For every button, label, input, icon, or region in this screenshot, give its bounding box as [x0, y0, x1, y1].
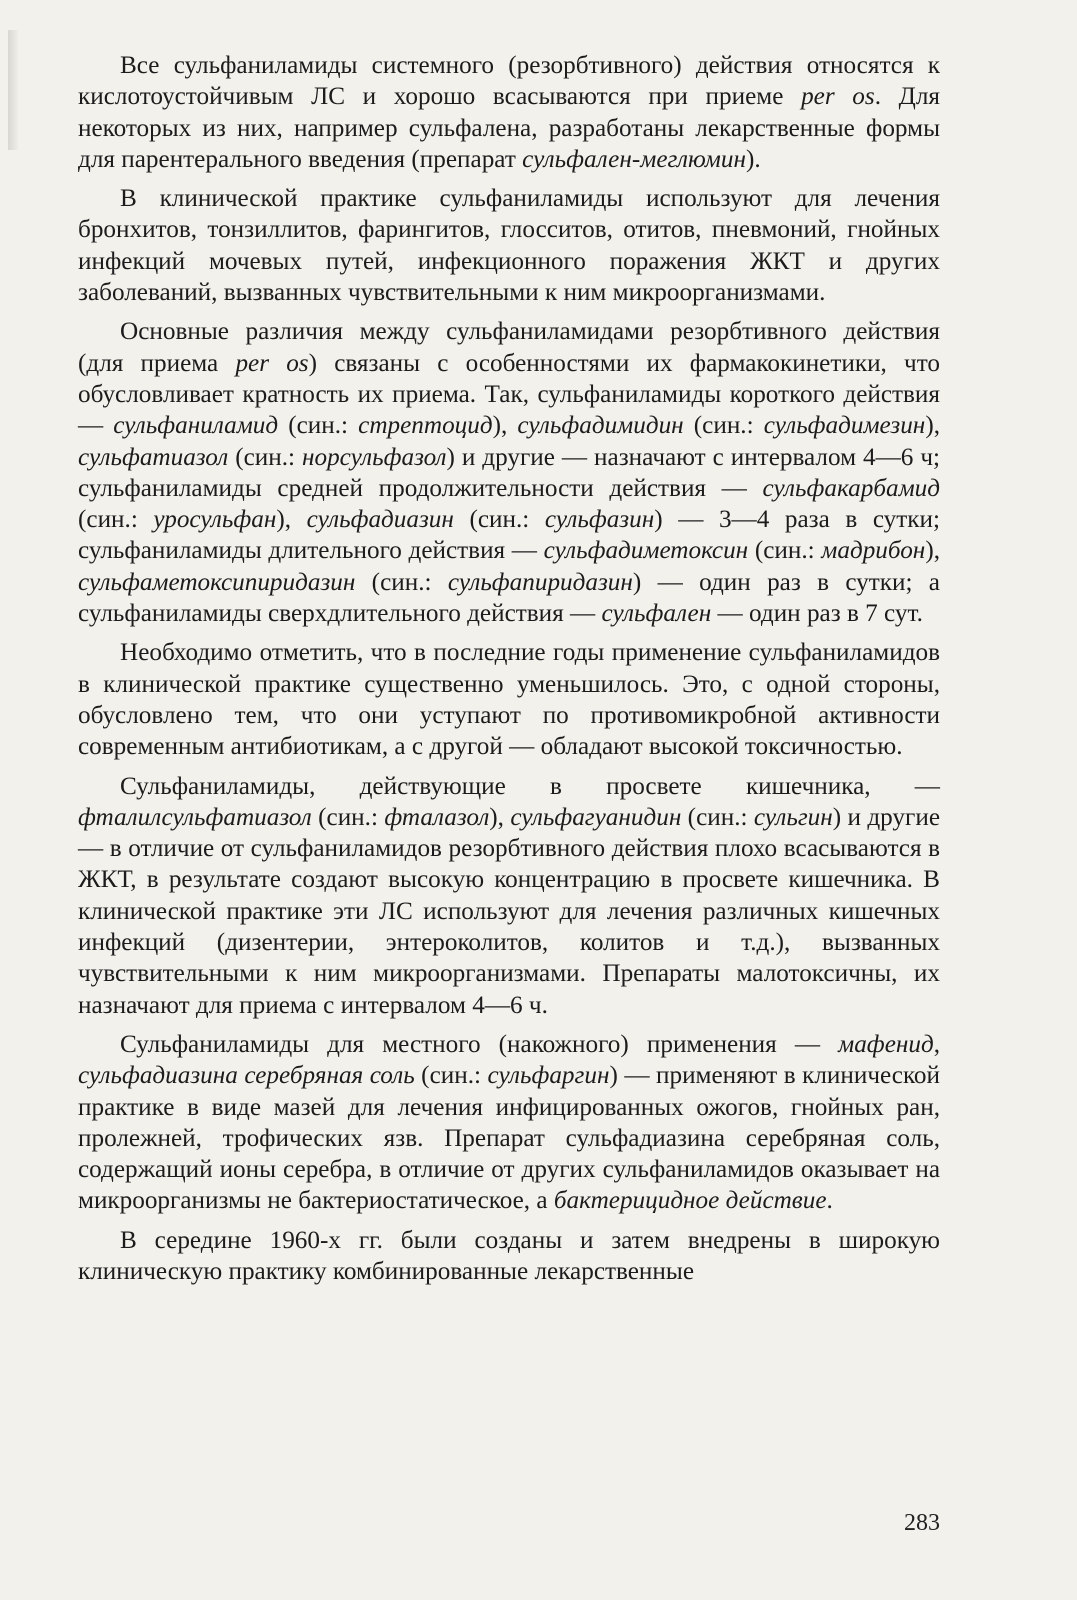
text-run: ) и другие — в отличие от сульфаниламидов резорбтивного действия плохо всасываются в ЖКТ, в результате создают высокую концентрацию в просвете кишечника. В клинической практике эти ЛС используют для лечения различных кишечных инфекций (дизентерии, энтероколитов, колитов и т.д.), вызванных чувствительными к ним микроорганизмами. Препараты малотоксичны, их назначают для приема с интервалом 4—6 ч.: [78, 803, 941, 1019]
italic-term: фталилсульфатиазол: [78, 803, 312, 831]
text-run: . Для некоторых из них, например сульфалена, разработаны лекарственные формы для парентерального введения (препарат: [78, 83, 940, 173]
text-run: ) и другие — назначают с интервалом 4—6 ч; сульфаниламиды средней продолжительности действия —: [78, 443, 940, 502]
text-run: Необходимо отметить, что в последние годы применение сульфаниламидов в клинической практике существенно уменьшилось. Это, с одной стороны, обусловлено тем, что они уступают по противомикробной активности современным антибиотикам, а с другой — обладают высокой токсичностью.: [78, 639, 940, 761]
text-run: (син.:: [311, 803, 385, 831]
italic-term: стрептоцид: [358, 412, 493, 440]
text-run: Основные различия между сульфаниламидами резорбтивного действия (для приема: [78, 318, 940, 377]
text-run: В клинической практике сульфаниламиды используют для лечения бронхитов, тонзиллитов, фарингитов, глосситов, отитов, пневмоний, гнойных инфекций мочевых путей, инфекционного поражения ЖКТ и других заболеваний, вызванных чувствительными к ним микроорганизмами.: [78, 185, 940, 307]
text-run: ,: [933, 1030, 940, 1058]
italic-term: бактерицидное действие: [553, 1187, 827, 1215]
text-run: (син.:: [355, 568, 448, 596]
italic-term: сульфадиметоксин: [543, 537, 749, 565]
text-run: ),: [276, 506, 307, 534]
scan-edge-shadow: [8, 30, 18, 150]
italic-term: мафенид: [838, 1030, 934, 1058]
italic-term: мадрибон: [821, 537, 926, 565]
paragraph-6: [78, 1029, 940, 1217]
paragraph-2: [78, 183, 940, 308]
page-body: [78, 50, 940, 1295]
text-run: ) — 3—4 раза в сутки; сульфаниламиды длительного действия —: [78, 506, 940, 565]
text-run: ).: [745, 145, 761, 173]
page-number: 283: [904, 1510, 940, 1536]
text-run: ),: [492, 412, 518, 440]
italic-term: сульфадимидин: [517, 412, 684, 440]
text-run: (син.:: [278, 412, 359, 440]
text-run: (син.:: [228, 443, 302, 471]
italic-term: норсульфазол: [301, 443, 447, 471]
italic-term: сульфаргин: [487, 1062, 610, 1090]
italic-term: сульфаметоксипиридазин: [78, 568, 356, 596]
italic-term: сульфапиридазин: [447, 568, 633, 596]
italic-term: уросульфан: [153, 506, 277, 534]
italic-term: сульфакарбамид: [762, 474, 940, 502]
text-run: (син.:: [78, 506, 154, 534]
italic-term: сульфатиазол: [78, 443, 229, 471]
paragraph-7: [78, 1225, 940, 1288]
italic-term: фталазол: [384, 803, 490, 831]
text-run: ) — один раз в сутки; а сульфаниламиды сверхдлительного действия —: [78, 568, 940, 628]
italic-term: сульфален: [601, 600, 712, 628]
text-run: ),: [925, 537, 940, 565]
italic-term: per os: [235, 349, 309, 377]
italic-term: сульфадиазина серебряная соль: [78, 1062, 415, 1090]
italic-term: сульфагуанидин: [510, 803, 682, 831]
text-run: (син.:: [453, 506, 545, 534]
italic-term: сульфазин: [544, 506, 655, 534]
text-run: Сульфаниламиды для местного (накожного) применения —: [120, 1030, 839, 1058]
italic-term: per os: [801, 83, 875, 111]
italic-term: сульфадиазин: [306, 506, 454, 534]
text-run: (син.:: [683, 412, 764, 440]
text-run: В середине 1960-х гг. были созданы и затем внедрены в широкую клиническую практику комбинированные лекарственные: [78, 1226, 940, 1285]
italic-term: сульфаниламид: [113, 412, 279, 440]
paragraph-4: [78, 637, 940, 762]
text-run: — один раз в 7 сут.: [711, 600, 923, 628]
italic-term: сульфадимезин: [763, 412, 926, 440]
text-run: ),: [925, 412, 940, 440]
paragraph-1: [78, 50, 940, 175]
text-run: ) связаны с особенностями их фармакокинетики, что обусловливает кратность их приема. Так, сульфаниламиды короткого действия —: [78, 349, 940, 440]
text-run: ) — применяют в клинической практике в виде мазей для лечения инфицированных ожогов, гнойных ран, пролежней, трофических язв. Препарат сульфадиазина серебряная соль, содержащий ионы серебра, в отличие от других сульфаниламидов оказывает на микроорганизмы не бактериостатическое, а: [78, 1062, 941, 1215]
text-run: Сульфаниламиды, действующие в просвете кишечника, —: [120, 772, 940, 800]
text-run: Все сульфаниламиды системного (резорбтивного) действия относятся к кислотоустойчивым ЛС и хорошо всасываются при приеме: [78, 52, 940, 111]
text-run: (син.:: [748, 537, 822, 565]
text-run: .: [826, 1187, 833, 1215]
text-run: ),: [489, 803, 511, 831]
text-run: (син.:: [414, 1062, 488, 1090]
text-run: (син.:: [681, 803, 754, 831]
paragraph-3: [78, 316, 940, 629]
italic-term: сульфален-меглюмин: [522, 145, 746, 173]
paragraph-5: [78, 771, 940, 1021]
italic-term: сульгин: [753, 803, 833, 831]
